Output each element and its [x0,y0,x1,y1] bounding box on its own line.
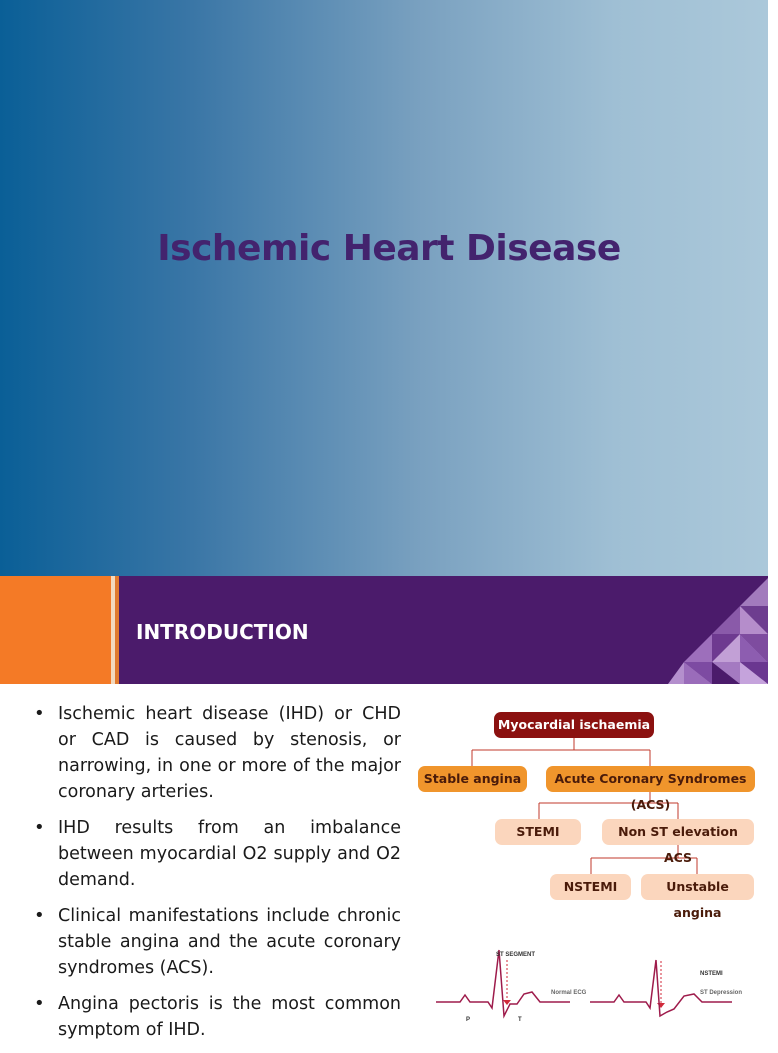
bullet-item: • Ischemic heart disease (IHD) or CHD or CAD is caused by stenosis, or narrowing, in one or more of the major coronary arteries. [34,703,401,802]
bullet-item: • IHD results from an imbalance between myocardial O2 supply and O2 demand. [34,817,401,890]
diagram-stable-angina-box: Stable angina [418,766,527,792]
ecg-traces [0,576,768,1024]
ecg-p-label: P [466,1017,471,1023]
diagram-stemi-box: STEMI [495,819,581,845]
introduction-slide [0,576,768,1040]
bullet-item: • Angina pectoris is the most common symptom of IHD. [34,993,401,1040]
bullet-text: Ischemic heart disease (IHD) or CHD or CAD is caused by stenosis, or narrowing, in one or more of the major coronary arteries. [58,704,401,802]
section-heading: INTRODUCTION [136,620,309,644]
ecg-nstemi-label: NSTEMI [700,971,723,977]
bullet-text: Angina pectoris is the most common symptom of IHD. [58,994,401,1040]
ecg-normal-label: Normal ECG [551,990,587,996]
diagram-root-box: Myocardial ischaemia [494,712,654,738]
bullet-text: IHD results from an imbalance between myocardial O2 supply and O2 demand. [58,818,401,890]
bullet-text: Clinical manifestations include chronic stable angina and the acute coronary syndromes (ACS). [58,906,401,978]
diagram-nstemi-box: NSTEMI [550,874,631,900]
diagram-unstable-angina-box: Unstable angina [641,874,754,900]
diagram-acs-box: Acute Coronary Syndromes (ACS) [546,766,755,792]
ecg-st-depression-label: ST Depression [700,990,743,996]
ecg-st-segment-label: ST SEGMENT [496,952,536,958]
ecg-t-label: T [518,1017,522,1023]
bullet-item: • Clinical manifestations include chronic stable angina and the acute coronary syndromes (ACS). [34,905,401,978]
diagram-nste-acs-box: Non ST elevation ACS [602,819,754,845]
slide-title: Ischemic Heart Disease [157,228,621,269]
